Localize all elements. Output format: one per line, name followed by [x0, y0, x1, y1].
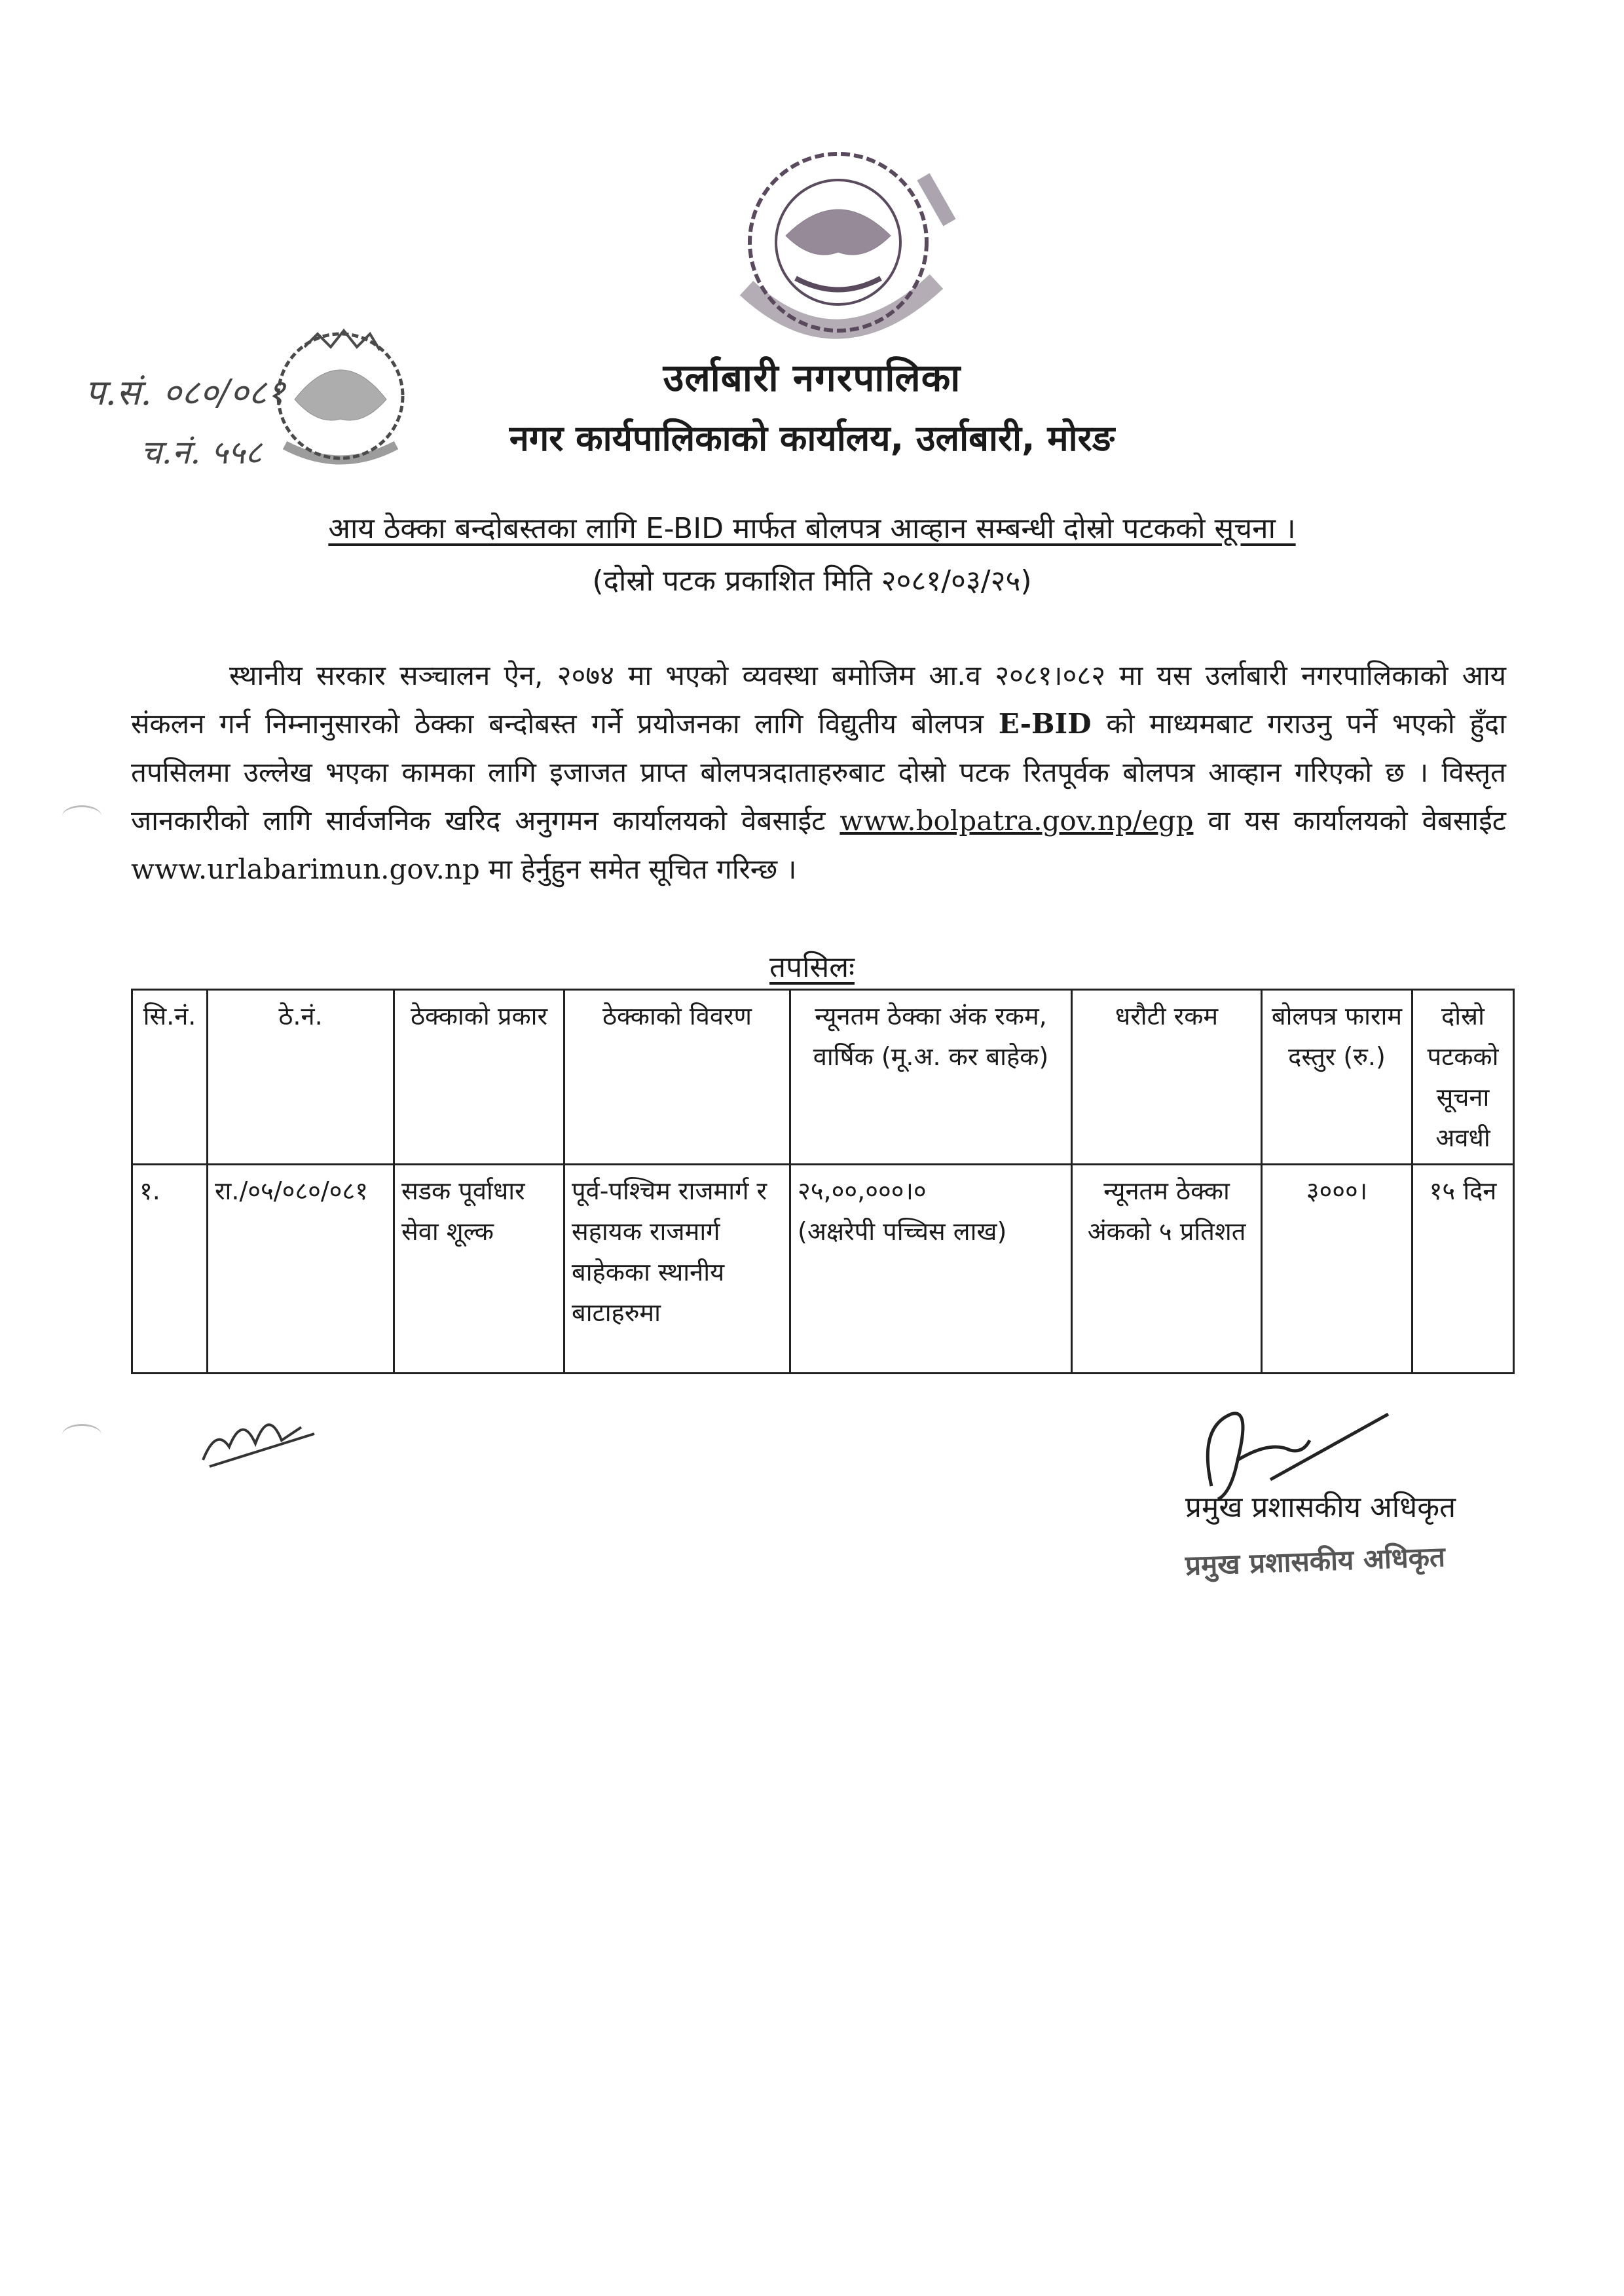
column-header: न्यूनतम ठेक्का अंक रकम, वार्षिक (मू.अ. कर बाहेक): [790, 990, 1072, 1165]
reference-number-patra: प.सं. ०८०/०८१: [85, 372, 286, 413]
bolpatra-link[interactable]: www.bolpatra.gov.np/egp: [840, 805, 1194, 837]
margin-mark: [62, 805, 101, 827]
cell-notice-period: १५ दिन: [1412, 1165, 1514, 1374]
column-header: ठेक्काको प्रकार: [394, 990, 564, 1165]
cell-minimum-amount: [790, 1165, 1072, 1374]
cell-contract-description: पूर्व-पश्चिम राजमार्ग र सहायक राजमार्ग बाहेकका स्थानीय बाटाहरुमा: [564, 1165, 790, 1374]
amount-figure: २५,००,०००।०: [798, 1176, 927, 1205]
office-name: नगर कार्यपालिकाको कार्यालय, उर्लाबारी, मोरङ: [509, 418, 1115, 459]
reference-number-chalani: च.नं. ५५८: [141, 433, 263, 471]
cell-serial-number: १.: [132, 1165, 208, 1374]
organization-name: उर्लाबारी नगरपालिका: [663, 355, 961, 400]
body-text-part1: स्थानीय सरकार सञ्चालन ऐन, २०७४ मा भएको व्यवस्था बमोजिम आ.व २०८१।०८२ मा यस उर्लाबारी नगरपालिकाको आय संकलन गर्न निम्नानुसारको ठेक्का बन्दोबस्त गर्ने प्रयोजनका लागि विद्युतीय बोलपत्र: [131, 659, 1506, 740]
table-row: [132, 1165, 1514, 1374]
column-header: बोलपत्र फाराम दस्तुर (रु.): [1262, 990, 1412, 1165]
schedule-heading: तपसिलः: [769, 951, 855, 984]
cell-contract-type: सडक पूर्वाधार सेवा शूल्क: [394, 1165, 564, 1374]
body-text-part3: वा यस कार्यालयको वेबसाईट: [1208, 805, 1506, 837]
notice-body: [131, 651, 1506, 894]
table-header-row: [132, 990, 1514, 1165]
schedule-table: [131, 989, 1515, 1374]
notice-date: (दोस्रो पटक प्रकाशित मिति २०८१/०३/२५): [592, 564, 1032, 598]
column-header: ठेक्काको विवरण: [564, 990, 790, 1165]
signatory-stamp: प्रमुख प्रशासकीय अधिकृत: [1185, 1540, 1446, 1582]
cell-form-fee: ३०००।: [1262, 1165, 1412, 1374]
column-header: दोस्रो पटकको सूचना अवधी: [1412, 990, 1514, 1165]
column-header: धरौटी रकम: [1072, 990, 1262, 1165]
initials-signature-icon: [190, 1388, 321, 1480]
notice-title: आय ठेक्का बन्दोबस्तका लागि E-BID मार्फत बोलपत्र आव्हान सम्बन्धी दोस्रो पटकको सूचना ।: [328, 512, 1296, 545]
column-header: सि.नं.: [132, 990, 208, 1165]
ebid-label: E-BID: [998, 708, 1092, 740]
municipality-website-link[interactable]: www.urlabarimun.gov.np: [131, 853, 480, 885]
cell-contract-number: रा./०५/०८०/०८१: [208, 1165, 394, 1374]
amount-in-words: (अक्षरेपी पच्चिस लाख): [798, 1217, 1007, 1246]
cell-deposit: न्यूनतम ठेक्का अंकको ५ प्रतिशत: [1072, 1165, 1262, 1374]
body-text-part2: को माध्यमबाट गराउनु पर्ने भएको हुँदा तपसिलमा उल्लेख भएका कामका लागि इजाजत प्राप्त बोलपत्रदाताहरुबाट दोस्रो पटक रितपूर्वक बोलपत्र आव्हान गरिएको छ । विस्तृत जानकारीको लागि सार्वजनिक खरिद अनुगमन कार्यालयको वेबसाईट: [131, 708, 1506, 837]
signatory-title: प्रमुख प्रशासकीय अधिकृत: [1185, 1491, 1456, 1524]
column-header: ठे.नं.: [208, 990, 394, 1165]
margin-mark: [62, 1424, 101, 1446]
body-text-part4: मा हेर्नुहुन समेत सूचित गरिन्छ ।: [489, 853, 797, 885]
